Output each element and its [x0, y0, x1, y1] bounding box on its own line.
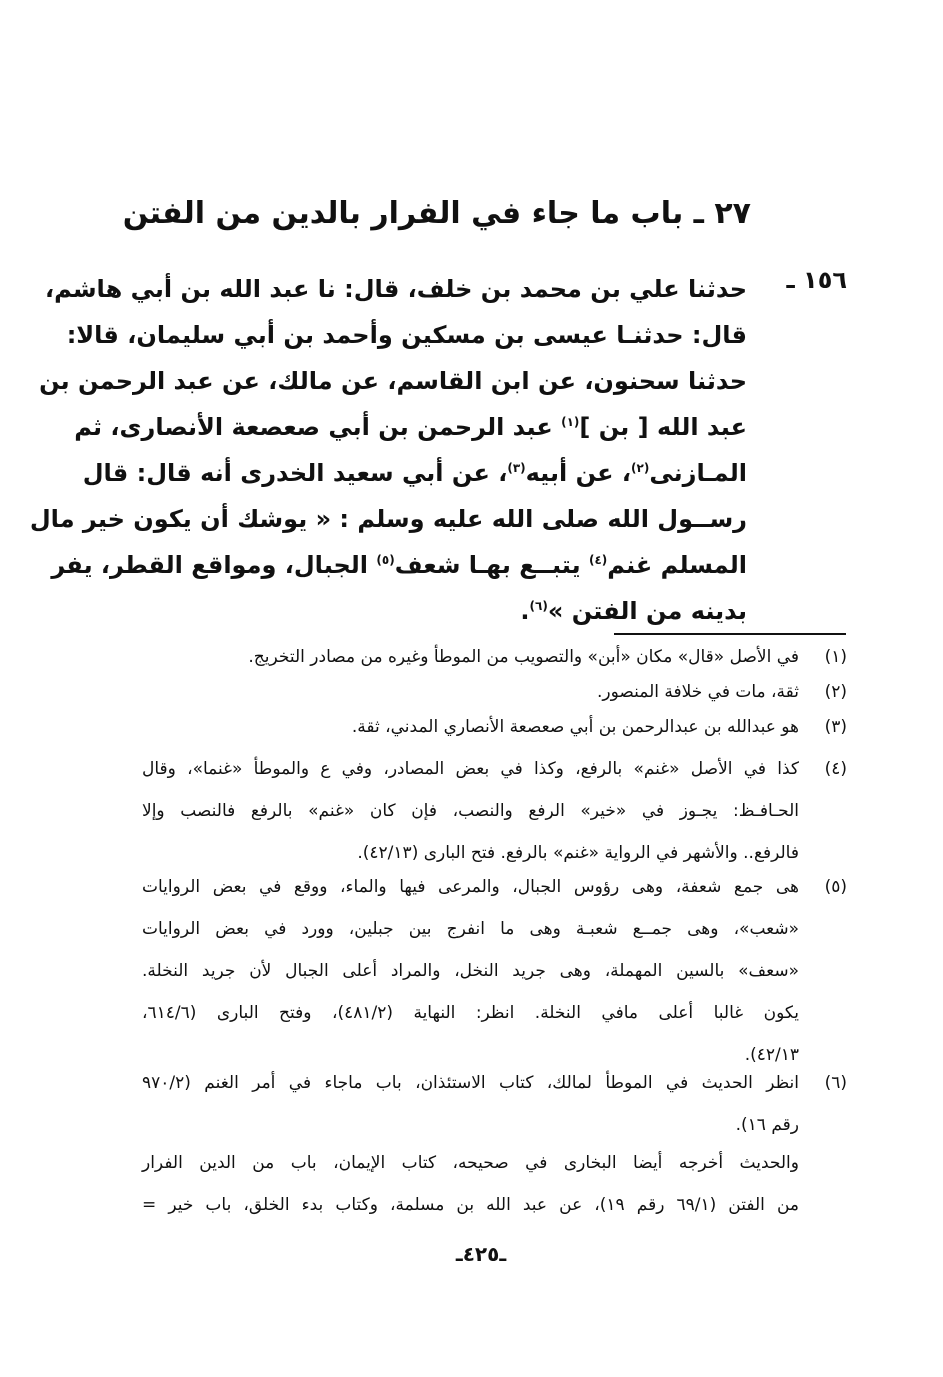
hadith-line-text: حدثنا علي بن محمد بن خلف، قال: نا عبد الله بن أبي هاشم، [45, 275, 747, 303]
footnote-number: (١) [824, 647, 847, 667]
footnote-mark[interactable]: (١) [561, 415, 580, 429]
hadith-line [132, 588, 747, 634]
hadith-line-text: المسلم غنم [607, 551, 747, 579]
footnote-5 [142, 866, 847, 1076]
hadith-line [74, 404, 747, 450]
footnote-line: ٤٢/١٣). [744, 1045, 799, 1065]
hadith-line-text: الجبال، ومواقع القطر، يفر [51, 551, 377, 579]
hadith-line [82, 450, 747, 496]
footnote-mark[interactable]: (٢) [631, 461, 650, 475]
footnote-continuation [142, 1142, 847, 1226]
hadith-line [51, 542, 747, 588]
footnote-mark[interactable]: (٣) [507, 461, 526, 475]
page-number: ـ٤٢٥ـ [455, 1242, 507, 1266]
footnote-mark[interactable]: (٥) [376, 553, 395, 567]
hadith-line-text: ، عن أبيه [525, 459, 632, 487]
footnote-line: انظر الحديث في الموطأ لمالك، كتاب الاستئذان، باب ماجاء في أمر الغنم (٩٧٠/٢ [142, 1073, 799, 1093]
footnote-4 [142, 748, 847, 874]
hadith-line-text: المـازنى [649, 459, 747, 487]
hadith-number: ١٥٦ ـ [786, 266, 847, 294]
footnote-line: من الفتن (٦٩/١ رقم ١٩)، عن عبد الله بن مسلمة، وكتاب بدء الخلق، باب خير = [142, 1195, 799, 1215]
footnote-line: والحديث أخرجه أيضا البخارى في صحيحه، كتاب الإيمان، باب من الدين الفرار [142, 1153, 799, 1173]
hadith-line-text: حدثنا سحنون، عن ابن القاسم، عن مالك، عن عبد الرحمن بن [39, 367, 747, 395]
hadith-line-text: ، عن أبي سعيد الخدرى أنه قال: قال [82, 459, 508, 487]
footnote-line: يكون غالبا أعلى مافي النخلة. انظر: النهاية (٤٨١/٢)، وفتح البارى (٦١٤/٦، [142, 1003, 799, 1023]
footnote-number: (٥) [824, 877, 847, 897]
footnote-mark[interactable]: (٦) [529, 599, 548, 613]
hadith-line-text: قال: حدثنـا عيسى بن مسكين وأحمد بن أبي سليمان، قالا: [66, 321, 747, 349]
footnote-3 [142, 706, 847, 748]
hadith-line [66, 312, 747, 358]
footnote-line: فالرفع.. والأشهر في الرواية «غنم» بالرفع. فتح البارى (٤٢/١٣). [357, 843, 799, 863]
footnote-number: (٤) [824, 759, 847, 779]
hadith-line-text: عبد الرحمن بن أبي صعصعة الأنصارى، ثم [74, 413, 562, 441]
hadith-line [29, 496, 747, 542]
footnote-number: (٢) [824, 682, 847, 702]
hadith-line-text: عبد الله [ بن ] [579, 413, 747, 441]
footnote-divider [614, 633, 846, 635]
hadith-line-text: رســول الله صلى الله عليه وسلم : « يوشك أن يكون خير مال [29, 505, 747, 533]
footnote-line: «سعف» بالسين المهملة، وهى جريد النخل، والمراد أعلى الجبال لأن جريد النخلة. [142, 961, 799, 981]
footnote-line: كذا في الأصل «غنم» بالرفع، وكذا في بعض المصادر، وفي ع والموطأ «غنما»، وقال [142, 759, 799, 779]
footnote-line: هى جمع شعفة، وهى رؤوس الجبال، والمرعى فيها والماء، ووقع في بعض الروايات [142, 877, 799, 897]
footnote-line: رقم ١٦). [735, 1115, 799, 1135]
footnote-mark[interactable]: (٤) [588, 553, 608, 567]
hadith-text [29, 266, 747, 634]
hadith-line [39, 358, 747, 404]
footnote-number: (٣) [824, 717, 847, 737]
hadith-line-text: يتبــع بهـا شعف [394, 551, 589, 579]
hadith-line [45, 266, 747, 312]
footnote-line: الحـافـظ: يجـوز في «خير» الرفع والنصب، فإن كان «غنم» بالرفع فالنصب وإلا [142, 801, 799, 821]
footnote-line: هو عبدالله بن عبدالرحمن بن أبي صعصعة الأنصاري المدني، ثقة. [351, 717, 799, 737]
hadith-line-text: بدينه من الفتن » [547, 597, 747, 625]
chapter-title: ٢٧ ـ باب ما جاء في الفرار بالدين من الفتن [122, 196, 751, 231]
footnote-line: في الأصل «قال» مكان «أبن» والتصويب من الموطأ وغيره من مصادر التخريج. [248, 647, 799, 667]
footnote-line: «شعب»، وهى جمــع شعبـة وهى ما انفرج بين جبلين، وورد في بعض الروايات [142, 919, 799, 939]
footnote-number: (٦) [824, 1073, 847, 1093]
hadith-line-text: . [520, 597, 530, 625]
footnote-line: ثقة، مات في خلافة المنصور. [596, 682, 799, 702]
footnote-6 [142, 1062, 847, 1146]
